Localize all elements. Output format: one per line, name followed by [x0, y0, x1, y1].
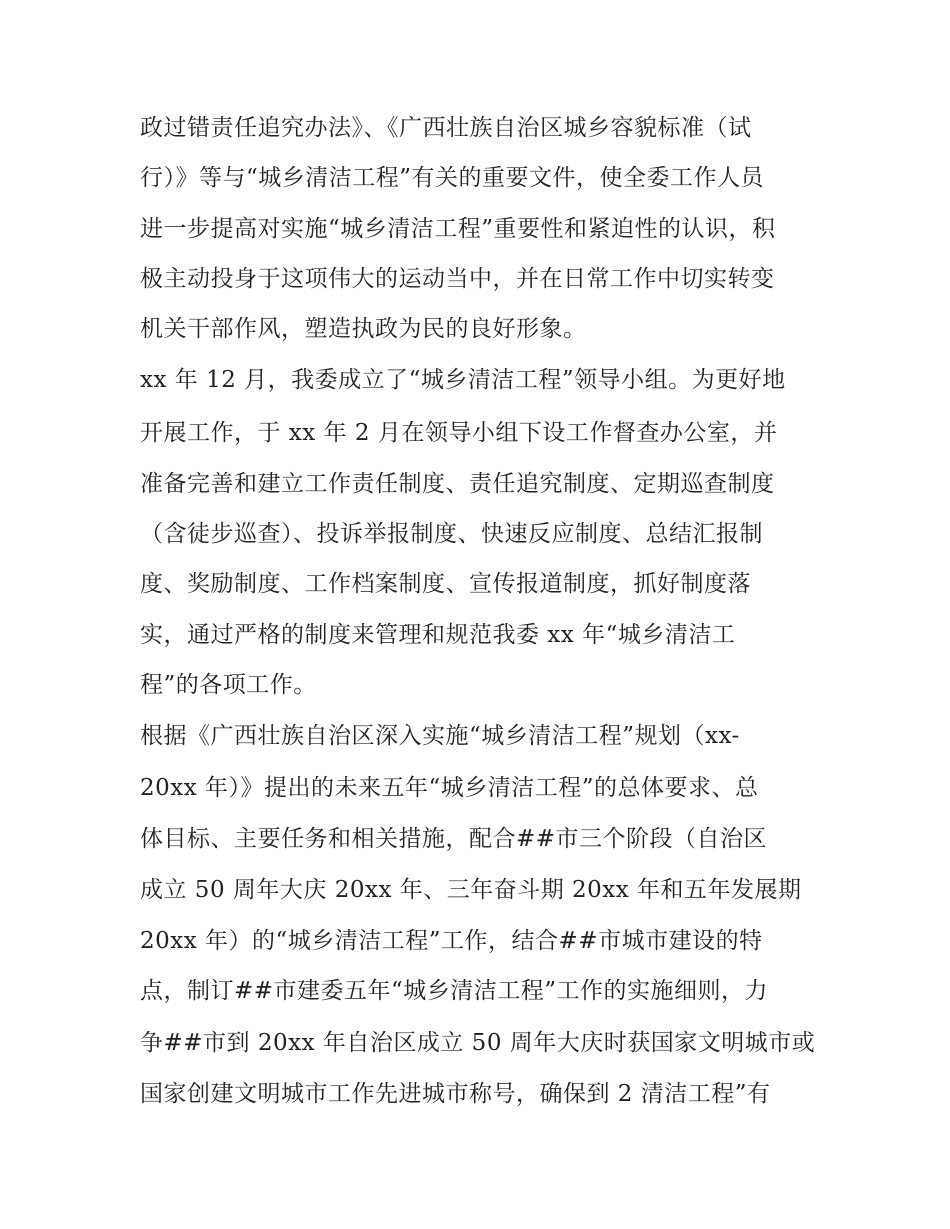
text-line: 极主动投身于这项伟大的运动当中，并在日常工作中切实转变	[140, 266, 775, 292]
text-line: 国家创建文明城市工作先进城市称号，确保到 2 清洁工程”有	[140, 1081, 771, 1107]
text-line: 根据《广西壮族自治区深入实施“城乡清洁工程”规划（xx-	[140, 723, 740, 749]
text-line: 20xx 年）的“城乡清洁工程”工作，结合##市城市建设的特	[140, 928, 763, 954]
text-line: （含徒步巡查）、投诉举报制度、快速反应制度、总结汇报制	[140, 521, 763, 547]
text-line: 点，制订##市建委五年“城乡清洁工程”工作的实施细则，力	[140, 978, 769, 1004]
text-line: 争##市到 20xx 年自治区成立 50 周年大庆时获国家文明城市或	[140, 1030, 816, 1056]
text-line: 体目标、主要任务和相关措施，配合##市三个阶段（自治区	[140, 826, 768, 852]
text-line: xx 年 12 月，我委成立了“城乡清洁工程”领导小组。为更好地	[140, 367, 786, 393]
text-line: 开展工作，于 xx 年 2 月在领导小组下设工作督查办公室，并	[140, 420, 778, 446]
text-line: 政过错责任追究办法》、《广西壮族自治区城乡容貌标准（试	[140, 115, 752, 141]
text-line: 进一步提高对实施“城乡清洁工程”重要性和紧迫性的认识，积	[140, 216, 776, 242]
text-line: 行）》等与“城乡清洁工程”有关的重要文件，使全委工作人员	[140, 165, 765, 191]
text-line: 实，通过严格的制度来管理和规范我委 xx 年“城乡清洁工	[140, 622, 736, 648]
text-line: 度、奖励制度、工作档案制度、宣传报道制度，抓好制度落	[140, 571, 751, 597]
text-line: 20xx 年）》提出的未来五年“城乡清洁工程”的总体要求、总	[140, 775, 759, 801]
text-line: 机关干部作风，塑造执政为民的良好形象。	[140, 316, 587, 342]
text-line: 程”的各项工作。	[140, 672, 317, 698]
text-line: 准备完善和建立工作责任制度、责任追究制度、定期巡查制度	[140, 471, 775, 497]
text-line: 成立 50 周年大庆 20xx 年、三年奋斗期 20xx 年和五年发展期	[140, 877, 802, 903]
